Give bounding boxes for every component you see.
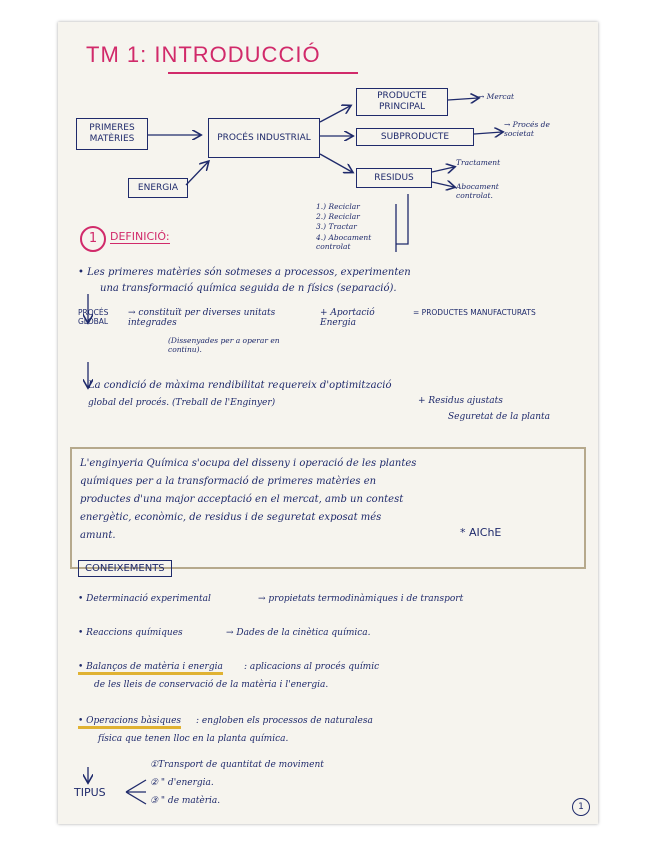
- item-1a: • Determinació experimental: [78, 594, 211, 604]
- label-tractament: Tractament: [456, 158, 501, 167]
- box-energia: ENERGIA: [128, 178, 188, 198]
- label-mercat: → Mercat: [478, 92, 515, 101]
- title-underline: [168, 72, 358, 74]
- aiche-line-2: químiques per a la transformació de primeres matèries en: [80, 476, 377, 487]
- item-4b: : engloben els processos de naturalesa: [196, 716, 373, 726]
- page-title: TM 1: INTRODUCCIÓ: [86, 42, 321, 67]
- box-residus: RESIDUS: [356, 168, 432, 188]
- residus-ajustats: + Residus ajustats: [418, 396, 503, 406]
- option-2: 2.) Reciclar: [316, 212, 360, 221]
- item-3a: • Balanços de matèria i energia: [78, 662, 223, 675]
- aiche-source: * AIChE: [460, 526, 502, 539]
- label-abocament: Abocament controlat.: [456, 182, 499, 200]
- notebook-page: [58, 22, 598, 824]
- aiche-line-1: L'enginyeria Química s'ocupa del disseny i operació de les plantes: [80, 458, 417, 469]
- constituit-text: → constituït per diverses unitats integrades: [128, 308, 276, 328]
- condicio-line-2: global del procés. (Treball de l'Enginyer): [88, 398, 276, 408]
- page-number: 1: [572, 798, 590, 816]
- section-number-circle: [80, 226, 106, 252]
- item-2b: → Dades de la cinètica química.: [226, 628, 371, 638]
- section-number: 1: [88, 231, 98, 246]
- label-proces-societat: → Procés de societat: [504, 120, 550, 138]
- tipus-label: TIPUS: [74, 786, 106, 799]
- box-proces: PROCÉS INDUSTRIAL: [208, 118, 320, 158]
- proces-global: PROCÉS GLOBAL: [78, 308, 109, 326]
- aiche-line-4: energètic, econòmic, de residus i de seguretat exposat més: [80, 512, 382, 523]
- disseny-text: (Dissenyades per a operar en continu).: [168, 336, 280, 354]
- item-2a: • Reaccions químiques: [78, 628, 183, 638]
- box-subproducte: SUBPRODUCTE: [356, 128, 474, 146]
- aportacio-text: + Aportació Energia: [320, 308, 375, 328]
- tipus-2: ② " d'energia.: [150, 778, 214, 788]
- option-3: 3.) Tractar: [316, 222, 357, 231]
- aiche-line-5: amunt.: [80, 530, 116, 541]
- item-3c: de les lleis de conservació de la matèria i l'energia.: [94, 680, 329, 690]
- tipus-1: ①Transport de quantitat de moviment: [150, 760, 324, 770]
- option-1: 1.) Reciclar: [316, 202, 360, 211]
- section-title: DEFINICIÓ:: [110, 230, 170, 243]
- box-primeres: PRIMERES MATÈRIES: [76, 118, 148, 150]
- def-line-1: • Les primeres matèries són sotmeses a processos, experimenten: [78, 267, 411, 278]
- item-4c: física que tenen lloc en la planta química.: [98, 734, 289, 744]
- def-line-2: una transformació química seguida de n físics (separació).: [100, 283, 397, 294]
- productes-manufacturats: = PRODUCTES MANUFACTURATS: [413, 308, 536, 317]
- aiche-line-3: productes d'una major acceptació en el mercat, amb un contest: [80, 494, 404, 505]
- box-producte: PRODUCTE PRINCIPAL: [356, 88, 448, 116]
- seguretat-planta: Seguretat de la planta: [448, 412, 550, 422]
- option-4: 4.) Abocament controlat: [316, 233, 372, 251]
- tipus-3: ③ " de matèria.: [150, 796, 221, 806]
- coneixements-title: CONEIXEMENTS: [78, 560, 172, 577]
- item-4a: • Operacions bàsiques: [78, 716, 181, 729]
- item-3b: : aplicacions al procés químic: [244, 662, 380, 672]
- item-1b: → propietats termodinàmiques i de transport: [258, 594, 464, 604]
- condicio-line-1: La condició de màxima rendibilitat requereix d'optimització: [88, 380, 392, 391]
